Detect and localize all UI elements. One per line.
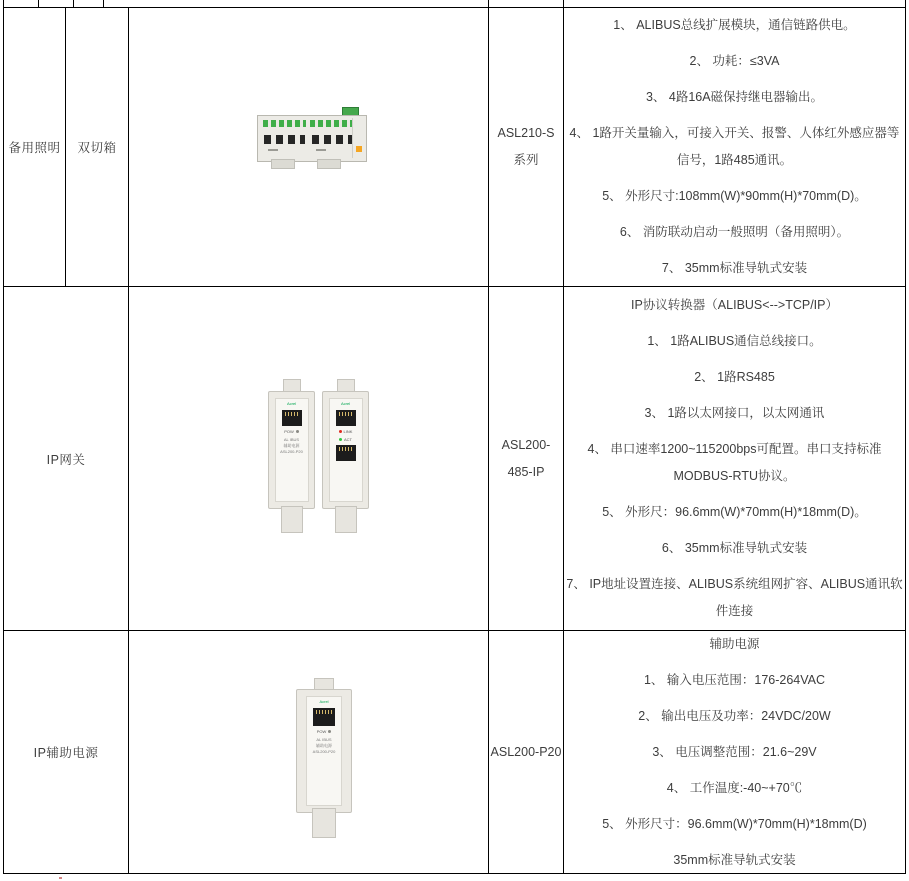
act-led-icon [339,438,342,441]
module-label-text: AL IBUS 辅助电源 ASL200-P20 [312,736,336,754]
image-cell [129,8,489,287]
table-row [4,287,906,631]
power-module [268,379,315,533]
front-panel [306,696,342,806]
category-label: 备用照明 [8,141,61,155]
acrel-logo: Acrel [286,400,297,406]
model-cell [489,8,564,287]
table-grid-line [3,0,4,7]
spec-cell [564,287,906,631]
module-label-text: AL IBUS 辅助电源 ASL200-P20 [280,436,303,454]
spec-cell [564,631,906,874]
rj45-port-icon [313,708,335,726]
table-grid-line [905,0,906,7]
acrel-logo: Acrel [319,698,329,704]
type-label: 双切箱 [77,141,117,155]
rj45-port-icon [336,445,356,461]
acrel-logo: Acrel [340,400,351,406]
module-body [268,391,315,509]
relay-window-strip [312,135,353,144]
din-foot [312,808,336,838]
image-cell [129,631,489,874]
product-photo-asl200-485-ip [268,379,369,533]
act-label: ACT [344,436,352,442]
link-led-icon [339,430,342,433]
front-panel [329,398,363,502]
din-foot [317,159,341,169]
terminal-strip [263,120,306,127]
table-row [4,631,906,874]
power-module [295,678,353,838]
product-photo-asl200-p20 [295,678,353,838]
category-cell [4,8,66,287]
stray-mark [59,877,62,879]
model-cell [489,631,564,874]
relay-window-strip [264,135,305,144]
slot [268,149,278,151]
category-cell [4,287,129,631]
category-cell [4,631,129,874]
model-cell [489,287,564,631]
terminal-strip [310,120,353,127]
module-body [322,391,369,509]
image-cell [129,287,489,631]
spec-cell [564,8,906,287]
module-body [257,115,367,162]
indicator-panel [352,118,365,158]
lan-port-icon [336,410,356,426]
table-grid-line [488,0,489,7]
pow-label: POW [284,428,294,434]
spec-list: 1、 ALIBUS总线扩展模块，通信链路供电。 2、 功耗：≤3VA 3、 4路16A磁保持继电器输出。 4、 1路开关量输入，可接入开关、报警、人体红外感应器等信号，1路485通讯。 5、 外形尺寸:108mm(W)*90mm(H)*70mm(D)。 6、 消防联动启动一般照明（备用照明）。 7、 35mm标准导轨式安装 [569,18,900,275]
module-body [296,689,352,813]
model-number: ASL200-P20 [490,744,562,759]
pow-label: POW [316,728,327,734]
gateway-module [322,379,369,533]
din-foot [271,159,295,169]
front-panel [275,398,309,502]
din-foot [335,506,357,533]
model-number: ASL200- 485-IP [501,437,551,479]
product-photo-asl210 [257,107,367,169]
table-grid-line [73,0,74,7]
category-label: IP网关 [46,452,86,467]
din-foot [281,506,303,533]
pow-led-icon [296,430,299,433]
table-grid-line [38,0,39,7]
rj45-port-icon [282,410,302,426]
table-row [4,8,906,287]
orange-button [356,146,362,152]
table-grid-line [103,0,104,7]
slot [316,149,326,151]
table-grid-line [563,0,564,7]
pow-led-icon [328,730,331,733]
product-spec-table [3,7,906,874]
category-label: IP辅助电源 [33,746,99,760]
link-label: LINK [343,428,353,434]
spec-list: IP协议转换器（ALIBUS<-->TCP/IP） 1、 1路ALIBUS通信总线接口。 2、 1路RS485 3、 1路以太网接口，以太网通讯 4、 串口速率1200~115200bps可配置。串口支持标准 MODBUS-RTU协议。 5、 外形尺：96.6mm(W)*70mm(H)*18mm(D)。 6、 35mm标准导轨式安装 7、 IP地址设置连接、ALIBUS系统组网扩容、ALIBUS通讯软件连接 [566,298,903,618]
spec-list: 辅助电源 1、 输入电压范围：176-264VAC 2、 输出电压及功率：24VDC/20W 3、 电压调整范围：21.6~29V 4、 工作温度:-40~+70℃ 5、 外形尺寸：96.6mm(W)*70mm(H)*18mm(D) 35mm标准导轨式安装 [602,636,867,867]
model-number: ASL210-S 系列 [497,126,555,167]
type-cell [66,8,129,287]
